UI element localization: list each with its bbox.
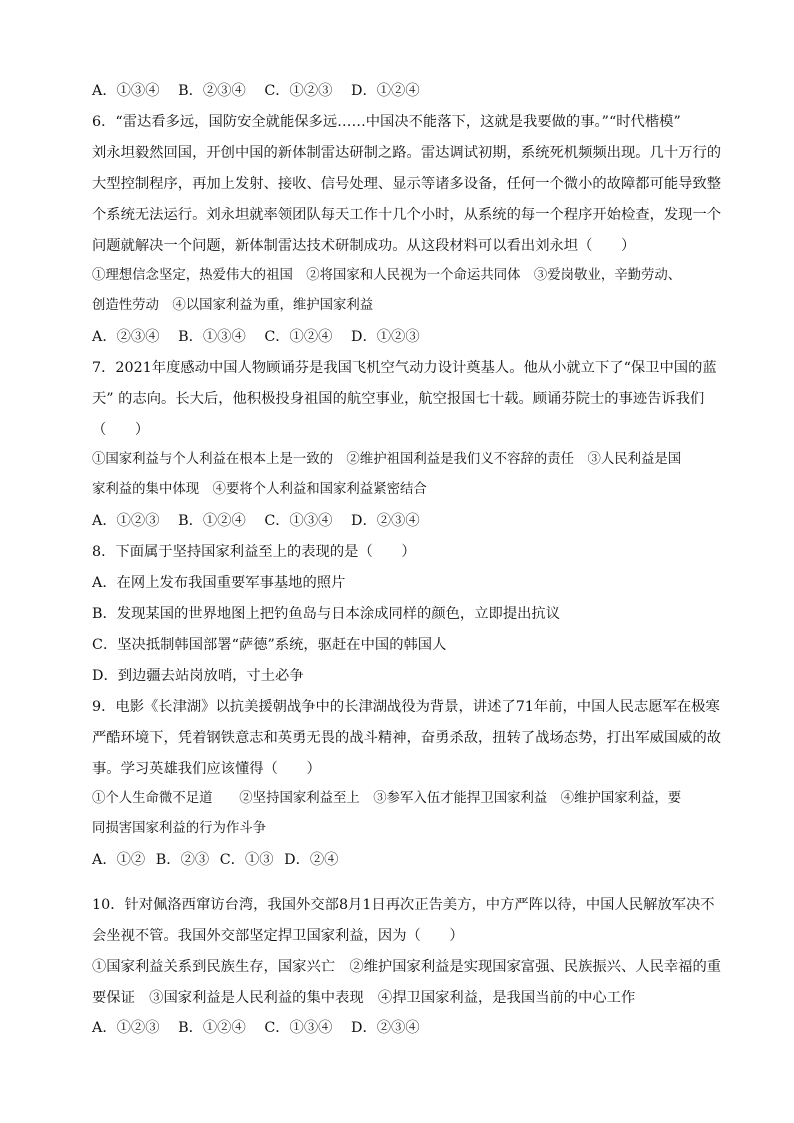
q6-stem-line-2: 刘永坦毅然回国，开创中国的新体制雷达研制之路。雷达调试初期，系统死机频频出现。几十万行的 [92,145,722,161]
q9-option-a[interactable]: A．①② [92,852,146,868]
q10-option-a[interactable]: A．①②③ [92,1020,160,1036]
q10-option-d[interactable]: D．②③④ [351,1020,420,1036]
q9-stem-line-3: 事。学习英雄我们应该懂得（ ） [92,761,321,777]
q5-options [92,81,434,101]
q6-stem-line-4: 个系统无法运行。刘永坦就率领团队每天工作十几个小时，从系统的每一个程序开始检查，发现一个 [92,207,722,223]
q5-option-b[interactable]: B．②③④ [178,83,246,99]
q9-stem-line-1: 9．电影《长津湖》以抗美援朝战争中的长津湖战役为背景，讲述了71年前，中国人民志愿军在极寒 [92,699,720,715]
q6-stem-line-5: 问题就解决一个问题，新体制雷达技术研制成功。从这段材料可以看出刘永坦（ ） [92,238,636,254]
q8-option-d[interactable]: D．到边疆去站岗放哨，寸土必争 [92,668,304,684]
q7-statements-line-1: ①国家利益与个人利益在根本上是一致的 ②维护祖国利益是我们义不容辞的责任 ③人民利益是国 [92,452,682,467]
q9-statements-line-2: 同损害国家利益的行为作斗争 [92,821,267,836]
q10-statements-line-2: 要保证 ③国家利益是人民利益的集中表现 ④捍卫国家利益，是我国当前的中心工作 [92,990,636,1006]
q9-stem-line-2: 严酷环境下，凭着钢铁意志和英勇无畏的战斗精神，奋勇杀敌，扭转了战场态势，打出军威国威的故 [92,730,722,746]
q6-option-b[interactable]: B．①③④ [178,329,246,345]
q7-statements-line-2: 家利益的集中体现 ④要将个人利益和国家利益紧密结合 [92,482,427,497]
q10-stem-line-1: 10．针对佩洛西窜访台湾，我国外交部8月1日再次正告美方，中方严阵以待，中国人民解放军决不 [92,897,715,913]
q6-option-c[interactable]: C．①②④ [264,329,333,345]
q10-option-b[interactable]: B．①②④ [178,1020,246,1036]
q9-option-c[interactable]: C．①③ [219,852,274,868]
q9-option-b[interactable]: B．②③ [155,852,210,868]
q7-option-a[interactable]: A．①②③ [92,513,160,529]
q10-option-c[interactable]: C．①③④ [264,1020,333,1036]
q6-option-d[interactable]: D．①②③ [351,329,420,345]
q6-option-a[interactable]: A．②③④ [92,329,160,345]
q7-stem-line-1: 7．2021年度感动中国人物顾诵芬是我国飞机空气动力设计奠基人。他从小就立下了“保卫中国的蓝 [92,360,717,376]
q7-options [92,511,434,531]
q7-stem-line-3: （ ） [92,422,150,438]
q10-options [92,1018,434,1038]
q6-statements-line-2: 创造性劳动 ④以国家利益为重，维护国家利益 [92,298,374,313]
q7-option-b[interactable]: B．①②④ [178,513,246,529]
q8-option-a[interactable]: A．在网上发布我国重要军事基地的照片 [92,575,346,591]
q6-options [92,327,434,347]
q8-stem: 8．下面属于坚持国家利益至上的表现的是（ ） [92,544,416,560]
q5-option-a[interactable]: A．①③④ [92,83,160,99]
q6-stem-line-3: 大型控制程序，再加上发射、接收、信号处理、显示等诸多设备，任何一个微小的故障都可能导致整 [92,176,722,192]
q10-statements-line-1: ①国家利益关系到民族生存，国家兴亡 ②维护国家利益是实现国家富强、民族振兴、人民幸福的重 [92,959,722,975]
q7-stem-line-2: 天” 的志向。长大后，他积极投身祖国的航空事业，航空报国七十载。顾诵芬院士的事迹告诉我们 [92,391,705,407]
q6-stem-line-1: 6．“雷达看多远，国防安全就能保多远……中国决不能落下，这就是我要做的事。”“时代楷模” [92,114,681,130]
q8-option-b[interactable]: B．发现某国的世界地图上把钓鱼岛与日本涂成同样的颜色，立即提出抗议 [92,606,561,622]
q6-statements-line-1: ①理想信念坚定，热爱伟大的祖国 ②将国家和人民视为一个命运共同体 ③爱岗敬业，辛勤劳动、 [92,268,682,283]
q8-option-c[interactable]: C．坚决抵制韩国部署“萨德”系统，驱赶在中国的韩国人 [92,637,447,653]
q9-option-d[interactable]: D．②④ [284,852,339,868]
q10-stem-line-2: 会坐视不管。我国外交部坚定捍卫国家利益，因为（ ） [92,928,464,944]
q7-option-d[interactable]: D．②③④ [351,513,420,529]
q9-options [92,850,344,870]
q9-statements-line-1: ①个人生命微不足道 ②坚持国家利益至上 ③参军入伍才能捍卫国家利益 ④维护国家利益，要 [92,791,682,806]
q5-option-d[interactable]: D．①②④ [351,83,420,99]
q7-option-c[interactable]: C．①③④ [264,513,333,529]
q5-option-c[interactable]: C．①②③ [264,83,333,99]
